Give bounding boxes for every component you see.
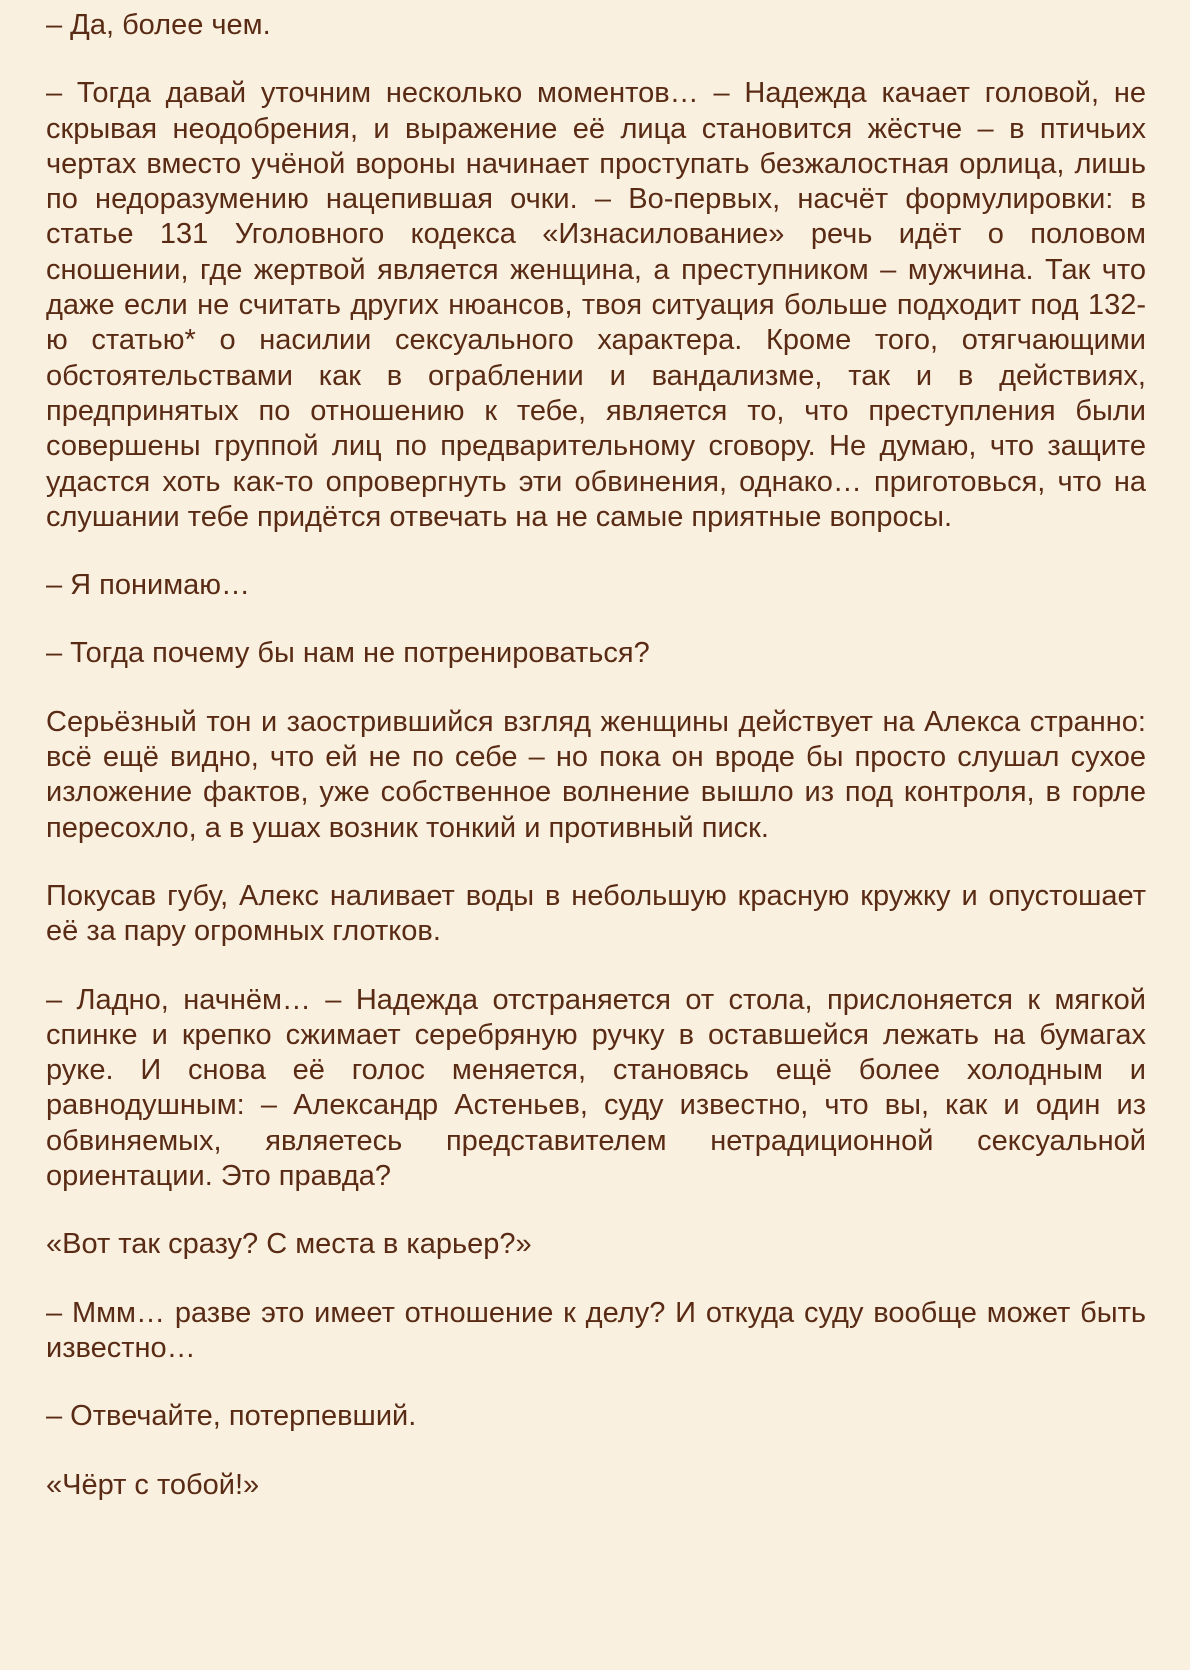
paragraph: – Ладно, начнём… – Надежда отстраняется от стола, прислоняется к мягкой спинке и крепко сжимает серебряную ручку в оставшейся лежать на бумагах руке. И снова её голос меняется, становясь ещё более холодным и равнодушным: – Александр Астеньев, суду известно, что вы, как и один из обвиняемых, являетесь представителем нетрадиционной сексуальной ориентации. Это правда?: [46, 983, 1146, 1193]
paragraph: – Тогда почему бы нам не потренироваться?: [46, 637, 650, 670]
paragraph: «Вот так сразу? С места в карьер?»: [46, 1228, 532, 1261]
paragraph: – Тогда давай уточним несколько моментов… – Надежда качает головой, не скрывая неодобрения, и выражение её лица становится жёстче – в птичьих чертах вместо учёной вороны начинает проступать безжалостная орлица, лишь по недоразумению нацепившая очки. – Во-первых, насчёт формулировки: в статье 131 Уголовного кодекса «Изнасилование» речь идёт о половом сношении, где жертвой является женщина, а преступником – мужчина. Так что даже если не считать других нюансов, твоя ситуация больше подходит под 132-ю статью* о насилии сексуального характера. Кроме того, отягчающими обстоятельствами как в ограблении и вандализме, так и в действиях, предпринятых по отношению к тебе, является то, что преступления были совершены группой лиц по предварительному сговору. Не думаю, что защите удастся хоть как-то опровергнуть эти обвинения, однако… приготовься, что на слушании тебе придётся отвечать на не самые приятные вопросы.: [46, 77, 1146, 533]
paragraph: – Отвечайте, потерпевший.: [46, 1400, 417, 1433]
paragraph: – Да, более чем.: [46, 9, 271, 41]
paragraph: – Я понимаю…: [46, 569, 251, 602]
paragraph: Серьёзный тон и заострившийся взгляд женщины действует на Алекса странно: всё ещё видно, что ей не по себе – но пока он вроде бы просто слушал сухое изложение фактов, уже собственное волнение вышло из под контроля, в горле пересохло, а в ушах возник тонкий и противный писк.: [46, 705, 1146, 844]
paragraph: «Чёрт с тобой!»: [46, 1468, 260, 1501]
paragraph: Покусав губу, Алекс наливает воды в небольшую красную кружку и опустошает её за пару огромных глотков.: [46, 879, 1146, 948]
paragraph: – Ммм… разве это имеет отношение к делу? И откуда суду вообще может быть известно…: [46, 1296, 1146, 1364]
